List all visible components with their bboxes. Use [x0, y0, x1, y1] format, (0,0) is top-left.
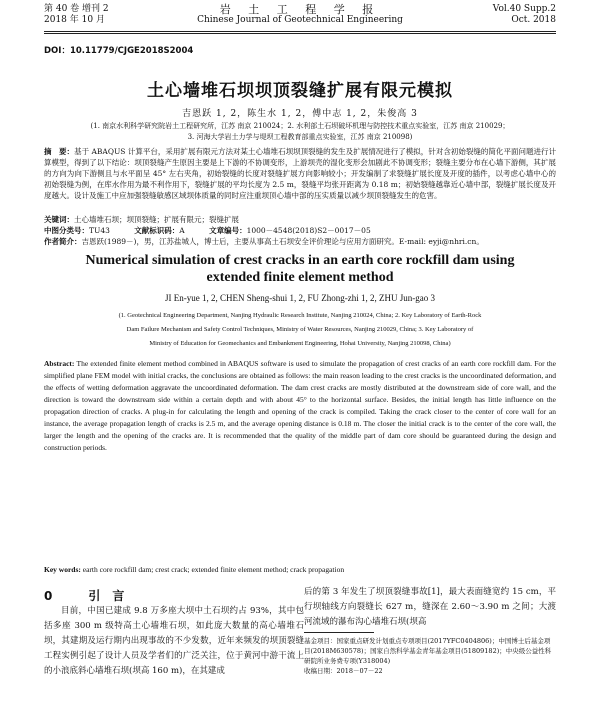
abstract-en-label: Abstract:: [44, 359, 75, 368]
affiliation-line: 3. 河海大学岩土力学与堤坝工程教育部重点实验室，江苏 南京 210098): [187, 133, 413, 141]
authors-cn: 吉恩跃 1, 2，陈生水 1, 2，傅中志 1, 2，朱俊高 3: [182, 109, 418, 119]
affiliations-cn: [44, 121, 556, 143]
keywords-en-label: Key words:: [44, 565, 81, 574]
doi: DOI：10.11779/CJGE2018S2004: [44, 46, 194, 56]
articleno-value: 1000－4548(2018)S2－0017－05: [246, 226, 371, 235]
bio-label: 作者简介：: [44, 237, 82, 246]
abstract-en-text: The extended finite element method combined in ABAQUS software is used to simulate the propagation of crest cracks of an earth core rockfill dam. For the simplified plane FEM model with initial cracks, the conclusions are obtained as follows: the main reason leading to the crest cracks is the uncoordinated deformation, and the effects of wetting deformation aggravate the uncoordinated deformation. The dam crest cracks are mostly distributed at the downstream side of core wall, and the direction is toward the downstream side within a certain depth and with about 45° to the horizontal surface. Besides, the initial length has little influence on the propagation direction of cracks. A plug-in for calculating the length and opening of the crack is compiled. Taking the crack closer to the center of core wall for an instance, the average propagation length of cracks is 2.5 m, and the average opening distance is 0.18 m. The closer the initial crack is to the center of the core wall, the larger the length and the opening of the cracks are. It is recommended that the quality of the middle part of dam core should be guaranteed during the design and construction periods.: [44, 359, 556, 452]
intro-left-column: 目前，中国已建成 9.8 万多座大坝中土石坝约占 93%，其中包括多座 300 m 级特高土心墙堆石坝，如此庞大数量的高心墙堆石坝，其建期及运行期内出现事故的不少发数，近年来频发的坝顶裂缝工程实例引起了设计人员及学者们的广泛关注，位于黄河中游干流上的小浪底斜心墙堆石坝(坝高 160 m)，在其建成: [44, 606, 304, 676]
affiliation-line: Ministry of Education for Geomechanics and Embankment Engineering, Hohai University, Nanjing 210098, China): [149, 340, 451, 347]
abstract-en: [44, 358, 556, 454]
title-cn: 土心墙堆石坝坝顶裂缝扩展有限元模拟: [147, 81, 453, 101]
intro-right-column: 后的第 3 年发生了坝顶裂缝事故[1]，最大表面缝宽约 15 cm，平行坝轴线方向裂缝长 627 m，缝深在 2.60～3.90 m 之间；大渡河流域的瀑布沟心墙堆石坝(坝高: [304, 587, 556, 627]
affiliation-line: (1. Geotechnical Engineering Department, Nanjing Hydraulic Research Institute, Nanjing 210024, China; 2. Key Laboratory of Earth-Rock: [118, 312, 482, 319]
keywords-en: [44, 565, 556, 574]
abstract-cn-label: 摘 要：: [44, 147, 75, 156]
clc-value: TU43: [89, 226, 110, 235]
keywords-en-text: earth core rockfill dam; crest crack; extended finite element method; crack propagation: [82, 565, 345, 574]
classification-row: [44, 225, 556, 236]
doccode-label: 文献标识码：: [134, 226, 180, 235]
author-bio: [44, 236, 556, 247]
footnote: [304, 636, 556, 676]
volume-supp: Vol.40 Supp.2: [492, 4, 556, 14]
section-title: 引 言: [88, 589, 125, 603]
volume-issue: 第 40 卷 增刊 2: [44, 4, 109, 14]
keywords-cn-text: 土心墙堆石坝；坝顶裂缝；扩展有限元；裂缝扩展: [74, 215, 239, 224]
bio-text: 吉恩跃(1989－)，男，江苏盐城人，博士后，主要从事高土石坝安全评价理论与应用方面研究。E-mail: eyji@nhri.cn。: [81, 237, 484, 246]
header-rule: [44, 31, 556, 32]
affiliation-line: Dam Failure Mechanism and Safety Control Techniques, Ministry of Water Resources, Nanjing 210029, China; 3. Key Laboratory of: [126, 326, 474, 333]
abstract-cn-text: 基于 ABAQUS 计算平台，采用扩展有限元方法对某土心墙堆石坝坝顶裂缝的发生及扩展情况进行了模拟，针对含初始裂缝的简化平面问题进行计算模型，得到了以下结论：坝顶裂缝产生原因主要是上下游的不协调变形，上游坝壳的湿化变形会加剧此不协调变形；裂缝主要分布在心墙下游侧，其扩展的方向为向下游侧且与水平面呈 45° 左右夹角，初始裂缝的长度对裂缝扩展方向影响较小；开发编制了求裂缝扩展长度及开度的插件，以考虑心墙中心的初始裂缝为例，在库水作用为最不利作用下，裂缝扩展的平均长度为 2.5 m，裂缝平均张开距离为 0.18 m；初始裂缝越靠近心墙中部，裂缝扩展长度及开度越大。设计及施工中应加强裂缝敏感区域坝体质量的同时应注重坝顶心墙中部的压实质量以减少坝顶裂缝发生的危害。: [44, 147, 557, 200]
footnote-rule: [304, 632, 374, 633]
publication-date-en: Oct. 2018: [511, 15, 556, 25]
journal-name: [44, 4, 556, 26]
doccode-value: A: [179, 226, 185, 235]
authors-en: JI En-yue 1, 2, CHEN Sheng-shui 1, 2, FU Zhong-zhi 1, 2, ZHU Jun-gao 3: [165, 293, 435, 303]
funding-note: 基金项目：国家重点研发计划重点专项项目(2017YFC0404806)；中国博士后基金项目(2018M630578)；国家自然科学基金青年基金项目(51809182)；中央级公益性科研院所业务费专项(Y318004): [304, 637, 552, 665]
publication-date-cn: 2018 年 10 月: [44, 15, 105, 25]
keywords-cn-label: 关键词：: [44, 215, 74, 224]
clc-label: 中图分类号：: [44, 226, 89, 235]
abstract-cn: [44, 146, 556, 201]
articleno-label: 文章编号：: [209, 226, 247, 235]
keywords-cn: [44, 214, 556, 225]
section-heading: [44, 587, 124, 604]
received-date: 收稿日期：2018－07－22: [304, 667, 383, 675]
affiliation-line: (1. 南京水利科学研究院岩土工程研究所，江苏 南京 210024；2. 水利部土石坝破坏机理与防控技术重点实验室，江苏 南京 210029；: [90, 122, 510, 130]
journal-name-cn: 岩 土 工 程 学 报: [219, 3, 381, 16]
affiliations-en: [44, 309, 556, 351]
volume-info-en: [493, 4, 556, 26]
journal-name-en: Chinese Journal of Geotechnical Engineering: [197, 15, 403, 25]
section-number: 0: [44, 589, 53, 603]
title-en: Numerical simulation of crest cracks in an earth core rockfill dam using extended finite element method: [85, 253, 515, 285]
header-rule-thin: [44, 33, 556, 34]
journal-running-header: [44, 4, 556, 30]
